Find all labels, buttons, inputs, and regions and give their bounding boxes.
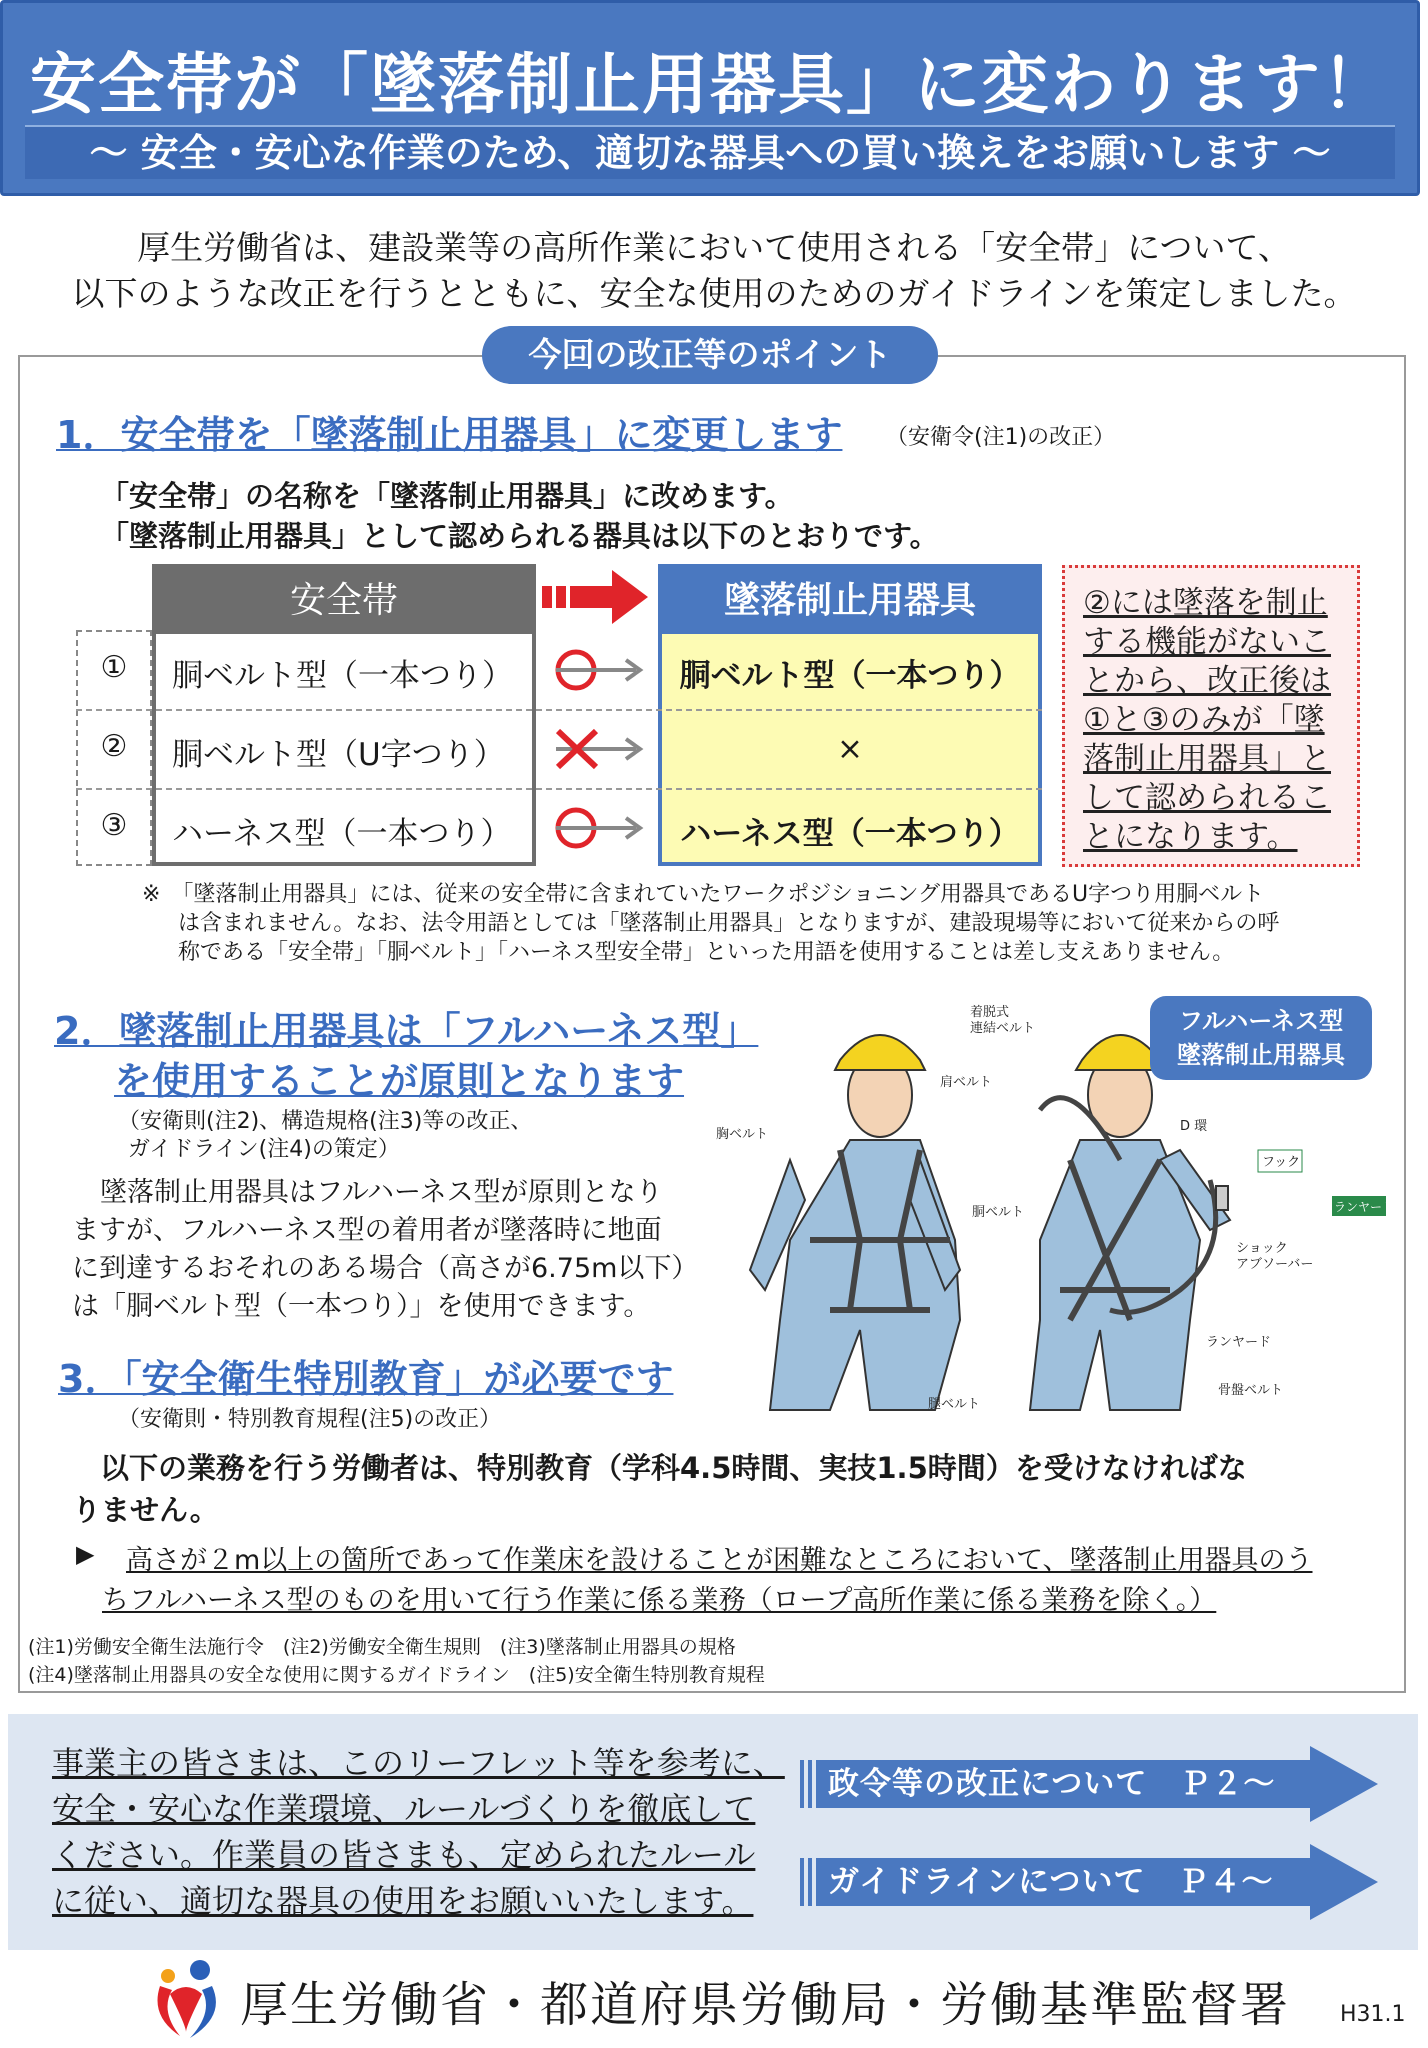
link-guideline-button[interactable] (800, 1844, 1380, 1920)
bottom-message-1: 事業主の皆さまは、このリーフレット等を参考に、 (52, 1744, 785, 1782)
bullet-triangle-icon: ▶ (76, 1540, 95, 1568)
callout-line: ①と③のみが「墜 (1083, 702, 1325, 738)
callout-line: して認められるこ (1083, 780, 1331, 816)
link-regulations-label: 政令等の改正について Ｐ２〜 (828, 1766, 1276, 1802)
section2-note-2: ガイドライン(注4)の策定） (128, 1137, 400, 1162)
section1-line-2: 「墜落制止用器具」として認められる器具は以下のとおりです。 (100, 519, 939, 553)
cross-arrow-icon (552, 727, 652, 775)
footer-org: 厚生労働省・都道府県労働局・労働基準監督署 (240, 1977, 1291, 2033)
svg-text:胴ベルト: 胴ベルト (972, 1205, 1025, 1220)
legal-notes-1: (注1)労働安全衛生法施行令 (注2)労働安全衛生規則 (注3)墜落制止用器具の規格 (28, 1636, 736, 1658)
callout-line: する機能がないこ (1083, 624, 1331, 660)
section1-footnote-2: は含まれません。なお、法令用語としては「墜落制止用器具」となりますが、建設現場等において従来からの呼 (178, 911, 1280, 936)
right-arrow-icon (540, 566, 650, 628)
bottom-message-3: ください。作業員の皆さまも、定められたルール (52, 1836, 756, 1874)
row-number: ③ (100, 808, 128, 843)
section3-bullet-2: ちフルハーネス型のものを用いて行う作業に係る業務（ロープ高所作業に係る業務を除く。） (102, 1585, 1217, 1616)
section1-line-1: 「安全帯」の名称を「墜落制止用器具」に改めます。 (100, 479, 794, 513)
table-header-new: 墜落制止用器具 (658, 564, 1042, 630)
version-label: H31.1 (1340, 2002, 1406, 2027)
section2-body-2: ますが、フルハーネス型の着用者が墜落時に地面 (72, 1215, 662, 1246)
section2-body-3: に到達するおそれのある場合（高さが6.75m以下） (72, 1253, 699, 1284)
ministry-logo-icon (140, 1956, 232, 2042)
bubble-line: 墜落制止用器具 (1177, 1041, 1345, 1069)
callout-line: ②には墜落を制止 (1083, 585, 1328, 621)
circle-arrow-icon (552, 806, 652, 854)
svg-text:ランヤード: ランヤード (1206, 1335, 1272, 1350)
section2-body-4: は「胴ベルト型（一本つり）」を使用できます。 (72, 1291, 651, 1322)
section2-title-2: を使用することが原則となります (114, 1059, 685, 1103)
section1-title: 1．安全帯を「墜落制止用器具」に変更します (56, 413, 843, 457)
page-title: 安全帯が「墜落制止用器具」に変わります！ (30, 46, 1390, 123)
header-banner (0, 0, 1420, 196)
section3-line-2: りません。 (72, 1493, 219, 1527)
row-number: ② (100, 729, 128, 764)
link-regulations-button[interactable] (800, 1746, 1380, 1822)
page-subtitle: 〜 安全・安心な作業のため、適切な器具への買い換えをお願いします 〜 (25, 125, 1395, 179)
intro-line-1: 厚生労働省は、建設業等の高所作業において使用される「安全帯」について、 (137, 228, 1291, 267)
new-type-cell: × (837, 731, 863, 767)
callout-line: とになります。 (1083, 819, 1298, 855)
link-guideline-label: ガイドラインについて Ｐ４〜 (828, 1864, 1274, 1900)
svg-text:連結ベルト: 連結ベルト (970, 1021, 1036, 1036)
section3-bullet-1: 高さが２m以上の箇所であって作業床を設けることが困難なところにおいて、墜落制止用器具のう (126, 1545, 1313, 1576)
points-label: 今回の改正等のポイント (482, 326, 938, 384)
svg-text:ショック: ショック (1236, 1241, 1288, 1256)
section1-footnote-3: 称である「安全帯」「胴ベルト」「ハーネス型安全帯」といった用語を使用することは差し支えありません。 (178, 940, 1235, 965)
section2-title-1: 2．墜落制止用器具は「フルハーネス型」 (54, 1009, 759, 1053)
old-type-cell: ハーネス型（一本つり） (172, 816, 512, 852)
callout-line: とから、改正後は (1083, 663, 1331, 699)
bubble-line: フルハーネス型 (1178, 1007, 1344, 1035)
svg-text:D 環: D 環 (1180, 1119, 1208, 1134)
svg-text:肩ベルト: 肩ベルト (940, 1075, 993, 1090)
front-worker (750, 1035, 960, 1410)
svg-text:骨盤ベルト: 骨盤ベルト (1218, 1383, 1284, 1398)
callout-note (1062, 565, 1360, 867)
new-type-cell: 胴ベルト型（一本つり） (679, 658, 1021, 694)
circle-arrow-icon (552, 648, 652, 696)
legal-notes-2: (注4)墜落制止用器具の安全な使用に関するガイドライン (注5)安全衛生特別教育規程 (28, 1664, 765, 1686)
svg-text:アブソーバー: アブソーバー (1236, 1257, 1314, 1272)
section3-line-1: 以下の業務を行う労働者は、特別教育（学科4.5時間、実技1.5時間）を受けなければな (100, 1451, 1247, 1485)
intro-line-2: 以下のような改正を行うとともに、安全な使用のためのガイドラインを策定しました。 (71, 274, 1357, 313)
section1-note: （安衛令(注1)の改正） (886, 425, 1116, 450)
table-divider (76, 788, 1042, 790)
svg-text:胸ベルト: 胸ベルト (716, 1127, 769, 1142)
illustration-bubble (1150, 996, 1372, 1080)
section2-note-1: （安衛則(注2)、構造規格(注3)等の改正、 (118, 1109, 533, 1134)
new-type-cell: ハーネス型（一本つり） (680, 816, 1020, 852)
row-number: ① (100, 650, 128, 685)
table-header-old: 安全帯 (152, 564, 536, 630)
bottom-message-2: 安全・安心な作業環境、ルールづくりを徹底して (52, 1790, 756, 1828)
bottom-message-4: に従い、適切な器具の使用をお願いいたします。 (52, 1882, 754, 1920)
table-divider (76, 709, 1042, 711)
svg-text:着脱式: 着脱式 (970, 1005, 1010, 1020)
section1-footnote-1: ※ 「墜落制止用器具」には、従来の安全帯に含まれていたワークポジショニング用器具であるU字つり用胴ベルト (142, 882, 1265, 907)
old-type-cell: 胴ベルト型（一本つり） (172, 658, 513, 694)
svg-text:ランヤード: ランヤード (1334, 1200, 1390, 1214)
svg-text:フック: フック (1262, 1155, 1301, 1170)
back-worker (1030, 1035, 1230, 1410)
section2-body-1: 墜落制止用器具はフルハーネス型が原則となり (100, 1177, 663, 1208)
callout-line: 落制止用器具」と (1083, 741, 1331, 777)
svg-text:腿ベルト: 腿ベルト (928, 1397, 981, 1412)
section3-title: 3．「安全衛生特別教育」が必要です (58, 1357, 674, 1401)
section3-note: （安衛則・特別教育規程(注5)の改正） (118, 1407, 502, 1432)
old-type-cell: 胴ベルト型（U字つり） (172, 737, 505, 773)
